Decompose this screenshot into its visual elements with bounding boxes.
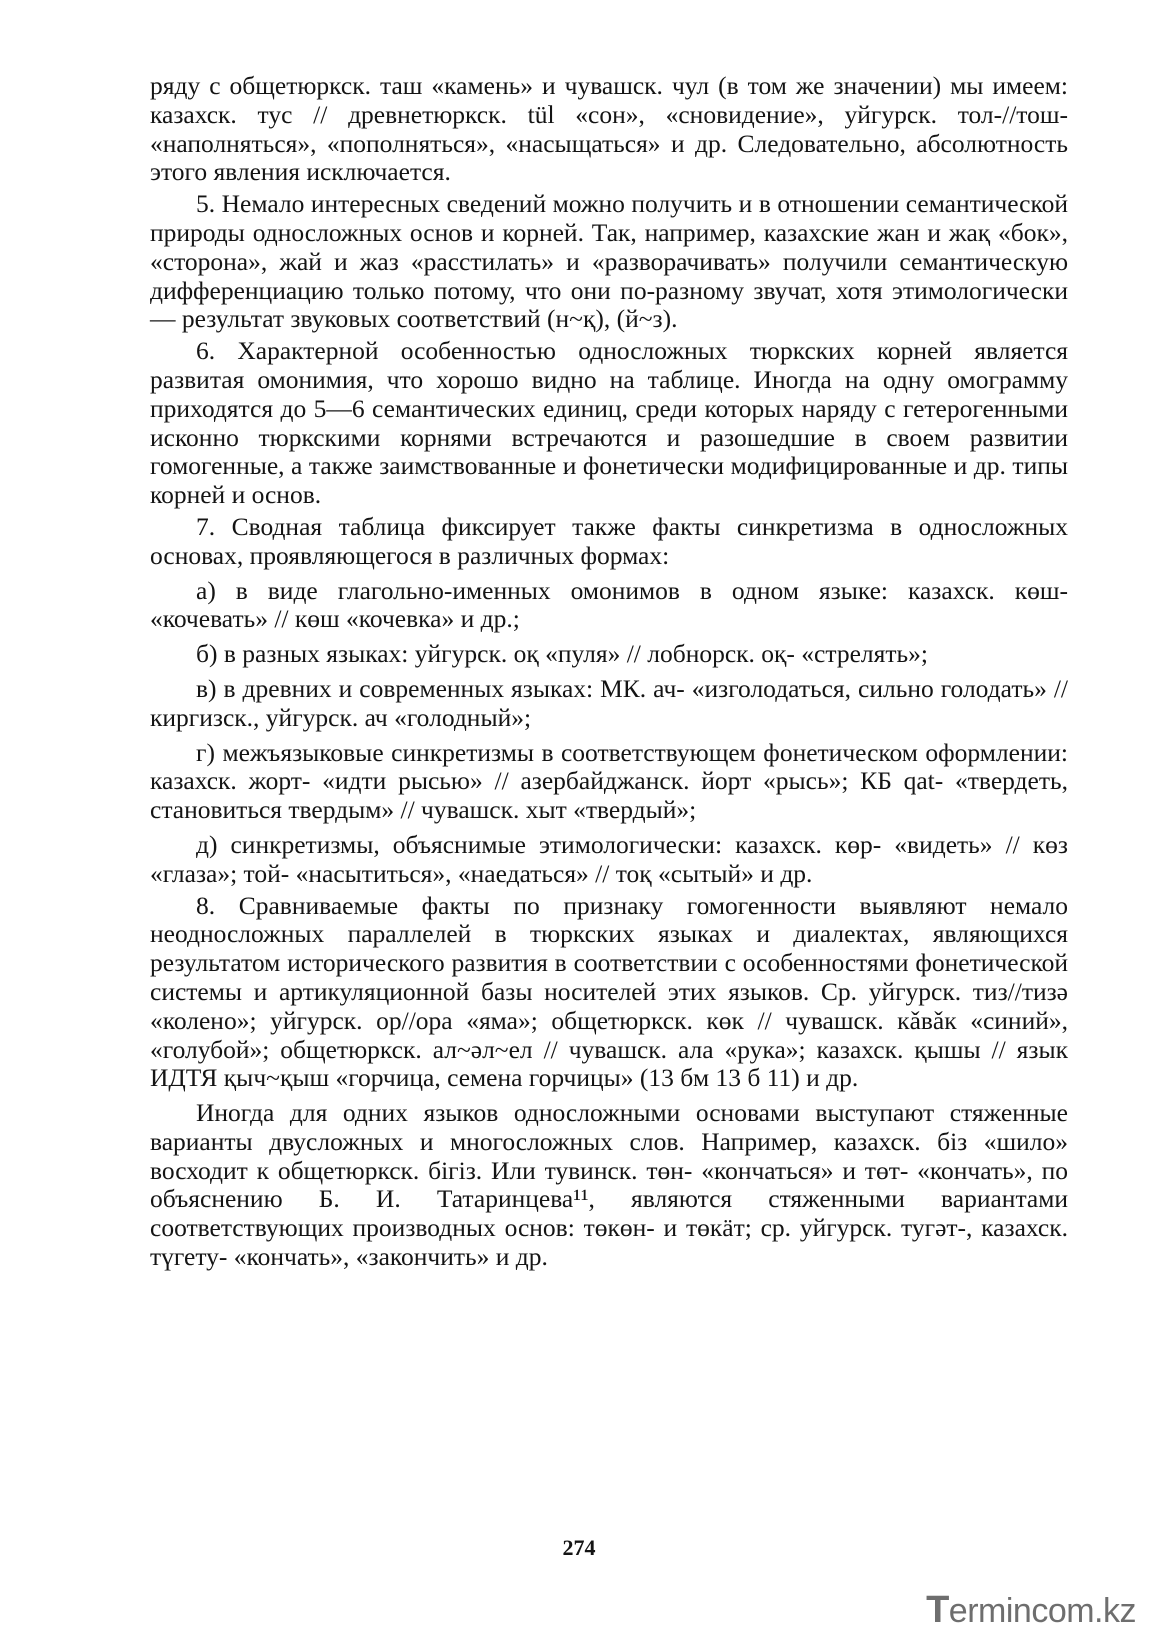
paragraph-point-5: 5. Немало интересных сведений можно получить и в отношении семантической природы односложных основ и корней. Так, например, казахские жан и жақ «бок», «сторона», жай и жаз «расстилать» и «разворачивать» получили семантическую дифференциацию только потому, что они по-разному звучат, хотя этимологически — результат звуковых соответствий (н~қ), (й~з). [150, 189, 1068, 334]
paragraph-point-6: 6. Характерной особенностью односложных тюркских корней является развитая омонимия, что хорошо видно на таблице. Иногда на одну омограмму приходятся до 5—6 семантических единиц, среди которых наряду с гетерогенными исконно тюркскими корнями встречаются и разошедшие в своем развитии гомогенные, а также заимствованные и фонетически модифицированные и др. типы корней и основ. [150, 336, 1068, 510]
page-number: 274 [562, 1535, 596, 1560]
watermark-text: ermincom.kz [948, 1592, 1136, 1630]
paragraph-continuation: ряду с общетюркск. таш «камень» и чувашск. чул (в том же значении) мы имеем: казахск. тус // древнетюркск. tül «сон», «сновидение», уйгурск. тол-//тош- «наполняться», «пополняться», «насыщаться» и др. Следовательно, абсолютность этого явления исключается. [150, 71, 1068, 187]
paragraph-item-g: г) межъязыковые синкретизмы в соответствующем фонетическом оформлении: казахск. жорт- «идти рысью» // азербайджанск. йорт «рысь»; КБ qat- «твердеть, становиться твердым» // чувашск. хыт «твердый»; [150, 737, 1068, 825]
site-watermark [926, 1589, 1136, 1632]
paragraph-contracted-stems: Иногда для одних языков односложными основами выступают стяженные варианты двусложных и многосложных слов. Например, казахск. біз «шило» восходит к общетюркск. бігіз. Или тувинск. төн- «кончаться» и төт- «кончать», по объяснению Б. И. Татаринцева¹¹, являются стяженными вариантами соответствующих производных основ: төкөн- и төкäт; ср. уйгурск. тугәт-, казахск. түгету- «кончать», «закончить» и др. [150, 1098, 1068, 1272]
paragraph-point-8: 8. Сравниваемые факты по признаку гомогенности выявляют немало неодносложных параллелей в тюркских языках и диалектах, являющихся результатом исторического развития в соответствии с особенностями фонетической системы и артикуляционной базы носителей этих языков. Ср. уйгурск. тиз//тизә «колено»; уйгурск. ор//ора «яма»; общетюркск. көк // чувашск. кǎвǎк «синий», «голубой»; общетюркск. ал~әл~ел // чувашск. ала «рука»; казахск. қышы // язык ИДТЯ қыч~қыш «горчица, семена горчицы» (13 бм 13 б 11) и др. [150, 890, 1068, 1093]
paragraph-item-b: б) в разных языках: уйгурск. оқ «пуля» // лобнорск. оқ- «стрелять»; [196, 639, 928, 669]
paragraph-item-a: а) в виде глагольно-именных омонимов в одном языке: казахск. көш- «кочевать» // көш «кочевка» и др.; [150, 575, 1068, 634]
paragraph-point-7: 7. Сводная таблица фиксирует также факты синкретизма в односложных основах, проявляющегося в различных формах: [150, 511, 1068, 570]
page-body [150, 72, 1068, 1272]
watermark-initial: T [926, 1589, 949, 1631]
paragraph-item-d: д) синкретизмы, объяснимые этимологически: казахск. көр- «видеть» // көз «глаза»; той- «насытиться», «наедаться» // тоқ «сытый» и др. [150, 829, 1068, 888]
paragraph-item-v: в) в древних и современных языках: МК. ач- «изголодаться, сильно голодать» // киргизск., уйгурск. ач «голодный»; [150, 673, 1068, 732]
